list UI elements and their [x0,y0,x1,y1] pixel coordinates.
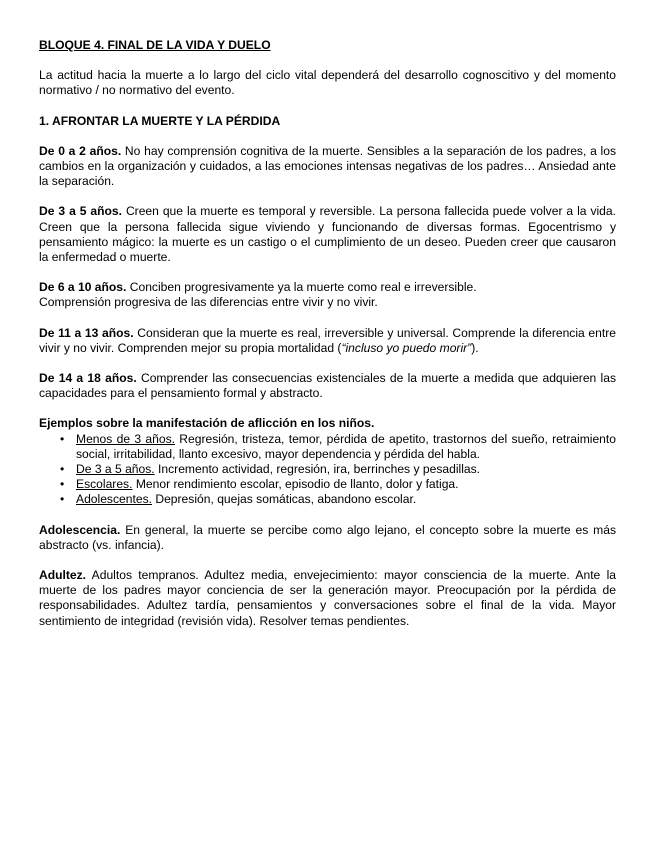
stage-3-5-paragraph [39,204,616,265]
example-text: Depresión, quejas somáticas, abandono escolar. [151,492,417,507]
section-heading: 1. AFRONTAR LA MUERTE Y LA PÉRDIDA [39,113,281,128]
adulthood-label: Adultez. [39,568,87,583]
list-item [60,477,616,492]
list-item [60,492,616,507]
example-label: Adolescentes. [76,492,152,507]
stage-6-10-label: De 6 a 10 años. [39,280,127,295]
stage-0-2-text: No hay comprensión cognitiva de la muerte. Sensibles a la separación de los padres, a los cambios en la organización y cuidados, a las emociones intensas negativas de los padres… Ansiedad ante la separación. [39,143,616,189]
intro-paragraph: La actitud hacia la muerte a lo largo del ciclo vital dependerá del desarrollo cognoscitivo y del momento normativo / no normativo del evento. [39,68,616,98]
stage-11-13-label: De 11 a 13 años. [39,325,134,340]
examples-list [39,432,616,508]
bullet-icon: • [60,492,65,507]
bullet-icon: • [60,462,65,477]
stage-14-18-text: Comprender las consecuencias existenciales de la muerte a medida que adquieren las capacidades para el pensamiento formal y abstracto. [39,371,616,401]
example-text: Menor rendimiento escolar, episodio de llanto, dolor y fatiga. [132,477,459,492]
adolescence-text: En general, la muerte se percibe como algo lejano, el concepto sobre la muerte es más abstracto (vs. infancia). [39,522,616,552]
adulthood-paragraph [39,568,616,629]
stage-11-13-quote: “incluso yo puedo morir” [341,340,472,355]
stage-3-5-label: De 3 a 5 años. [39,204,122,219]
example-label: Menos de 3 años. [76,431,175,446]
example-text: Regresión, tristeza, temor, pérdida de apetito, trastornos del sueño, retraimiento social, irritabilidad, llanto excesivo, mayor dependencia y pérdida del habla. [76,431,616,461]
adolescence-paragraph [39,523,616,553]
examples-heading: Ejemplos sobre la manifestación de aflicción en los niños. [39,416,375,431]
stage-11-13-text: Consideran que la muerte es real, irreversible y universal. Comprende la diferencia entre vivir y no vivir. Comprenden mejor su propia mortalidad ( [39,325,616,355]
example-label: De 3 a 5 años. [76,462,155,477]
bullet-icon: • [60,477,65,492]
stage-6-10-text: Conciben progresivamente ya la muerte como real e irreversible. [126,280,477,295]
stage-0-2-paragraph [39,144,616,190]
list-item [60,431,616,462]
stage-0-2-label: De 0 a 2 años. [39,143,122,158]
stage-3-5-text: Creen que la muerte es temporal y reversible. La persona fallecida puede volver a la vida. Creen que la persona fallecida sigue viviendo y funcionando de diversas formas. Egocentrismo y pensamiento mágico: la muerte es un castigo o el cumplimiento de un deseo. Pueden creer que causaron la enfermedad o muerte. [39,204,616,265]
bullet-icon: • [60,431,65,446]
example-text: Incremento actividad, regresión, ira, berrinches y pesadillas. [154,462,481,477]
document-title: BLOQUE 4. FINAL DE LA VIDA Y DUELO [39,38,271,52]
stage-6-10-line2: Comprensión progresiva de las diferencias entre vivir y no vivir. [39,295,378,310]
example-label: Escolares. [76,477,133,492]
stage-6-10-paragraph [39,280,616,295]
stage-11-13-paragraph [39,326,616,356]
list-item [60,462,616,477]
stage-11-13-text-end: ). [471,340,479,355]
adolescence-label: Adolescencia. [39,522,121,537]
stage-14-18-label: De 14 a 18 años. [39,371,137,386]
adulthood-text: Adultos tempranos. Adultez media, envejecimiento: mayor consciencia de la muerte. Ante la muerte de los padres mayor conciencia de ser la generación mayor. Preocupación por la pérdida de responsabilidades. Adultez tardía, pensamientos y conversaciones sobre el final de la vida. Mayor sentimiento de integridad (revisión vida). Resolver temas pendientes. [39,568,616,628]
document-page [39,38,616,644]
stage-14-18-paragraph [39,371,616,401]
